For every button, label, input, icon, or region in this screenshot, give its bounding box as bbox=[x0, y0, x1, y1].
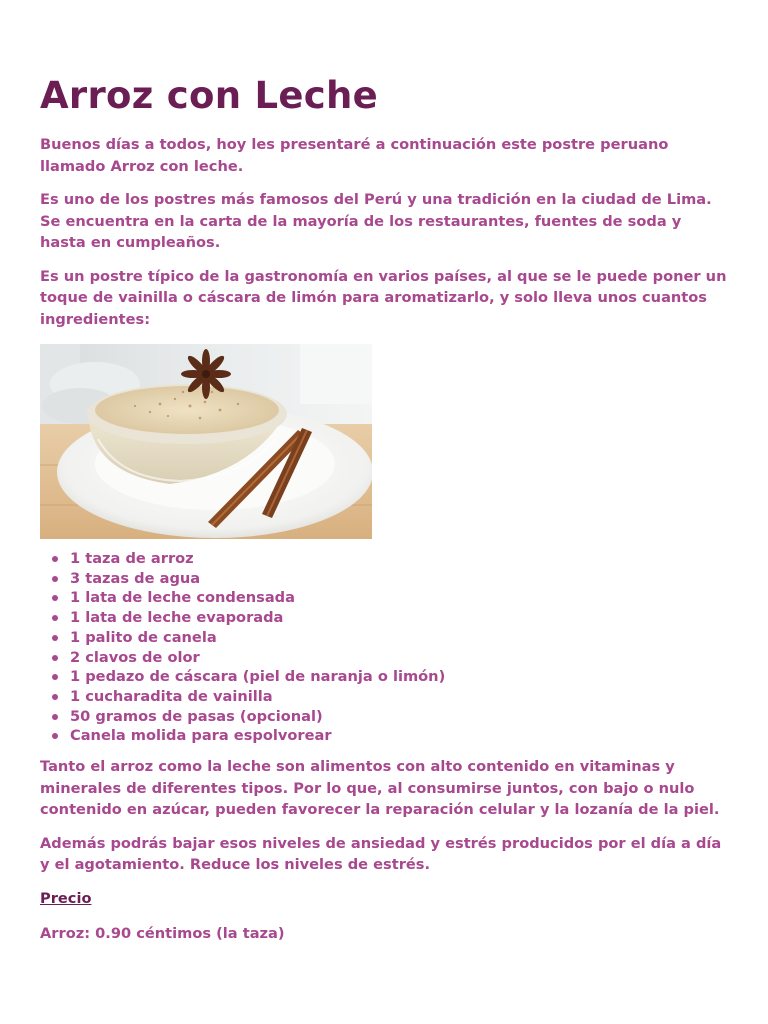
list-item: 3 tazas de agua bbox=[40, 569, 730, 589]
list-item: 50 gramos de pasas (opcional) bbox=[40, 707, 730, 727]
ingredients-list bbox=[40, 549, 730, 746]
ingredients-intro-paragraph: Es un postre típico de la gastronomía en varios países, al que se le puede poner un toque de vainilla o cáscara de limón para aromatizarlo, y solo lleva unos cuantos ingredientes: bbox=[40, 267, 727, 328]
rice-pudding-photo bbox=[40, 344, 372, 539]
list-item: Canela molida para espolvorear bbox=[40, 726, 730, 746]
list-item: 1 lata de leche condensada bbox=[40, 588, 730, 608]
list-item: 1 lata de leche evaporada bbox=[40, 608, 730, 628]
price-line: Arroz: 0.90 céntimos (la taza) bbox=[40, 924, 285, 942]
list-item: 1 pedazo de cáscara (piel de naranja o limón) bbox=[40, 667, 730, 687]
intro-paragraph: Buenos días a todos, hoy les presentaré a continuación este postre peruano llamado Arroz con leche. bbox=[40, 136, 669, 175]
lima-paragraph: Es uno de los postres más famosos del Perú y una tradición en la ciudad de Lima. Se encuentra en la carta de la mayoría de los restaurantes, fuentes de soda y hasta en cumpleaños. bbox=[40, 191, 712, 251]
nutrition-paragraph: Tanto el arroz como la leche son alimentos con alto contenido en vitaminas y minerales de diferentes tipos. Por lo que, al consumirse juntos, con bajo o nulo contenido en azúcar, pueden favorecer la reparación celular y la lozanía de la piel. bbox=[40, 758, 720, 819]
price-heading: Precio bbox=[40, 889, 92, 907]
page-title: Arroz con Leche bbox=[40, 74, 379, 117]
document-page bbox=[40, 70, 730, 956]
stress-paragraph: Además podrás bajar esos niveles de ansiedad y estrés producidos por el día a día y el agotamiento. Reduce los niveles de estrés. bbox=[40, 834, 722, 874]
list-item: 2 clavos de olor bbox=[40, 648, 730, 668]
list-item: 1 palito de canela bbox=[40, 628, 730, 648]
list-item: 1 cucharadita de vainilla bbox=[40, 687, 730, 707]
list-item: 1 taza de arroz bbox=[40, 549, 730, 569]
